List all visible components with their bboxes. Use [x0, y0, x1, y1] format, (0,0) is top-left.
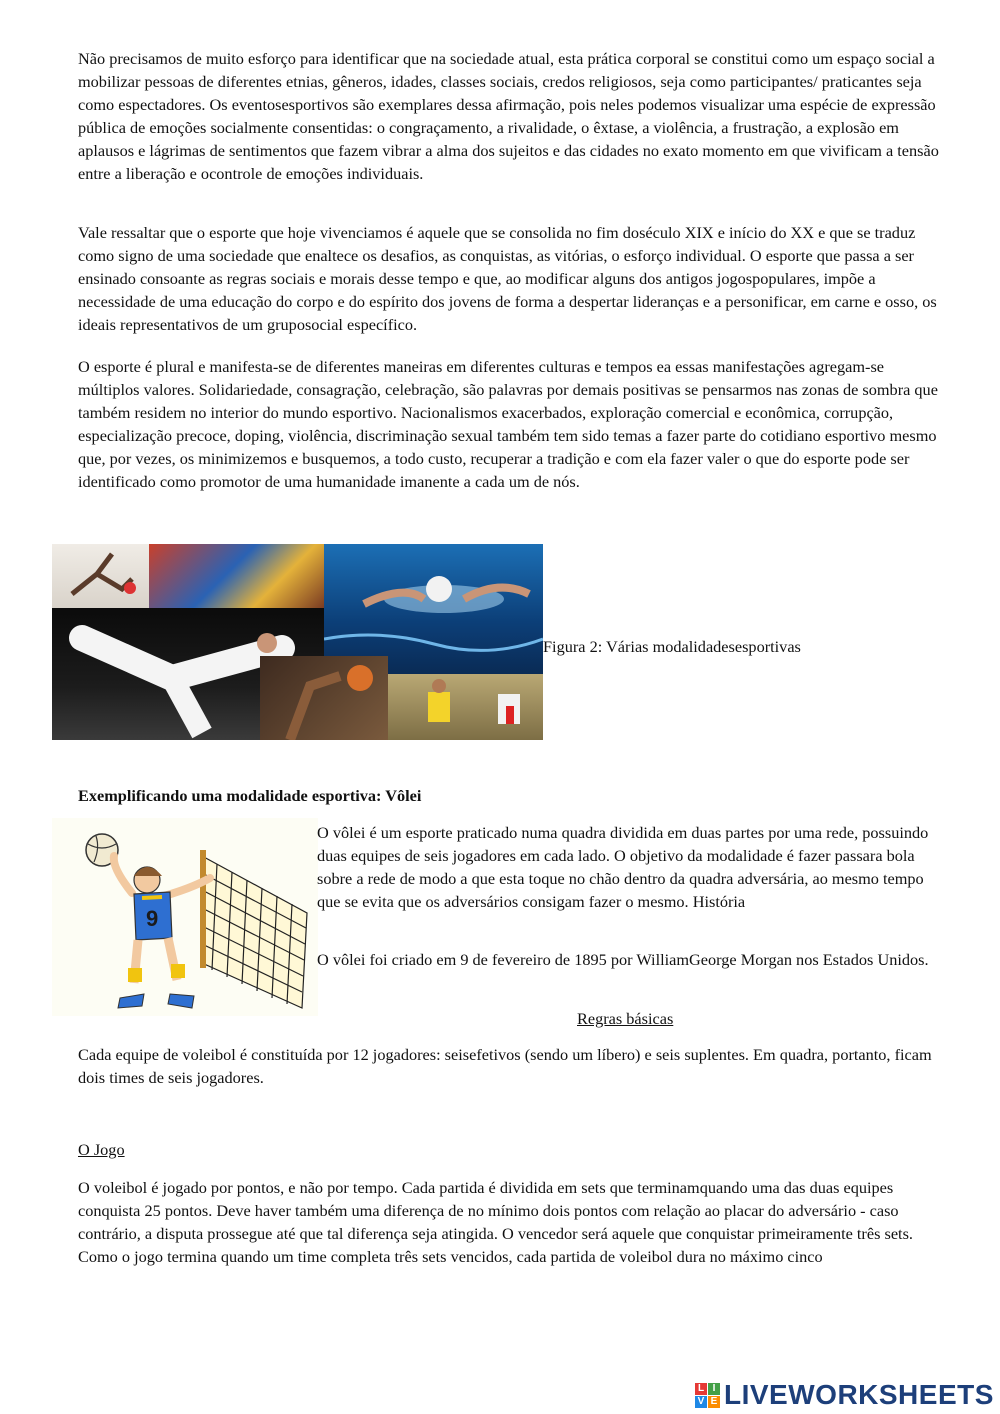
history-paragraph: Vale ressaltar que o esporte que hoje vivenciamos é aquele que se consolida no fim doséculo XIX e início do XX e que se traduz como signo de uma sociedade que enaltece os desafios, as conquistas, as vitórias, o esforço individual. O esporte que passa a ser ensinado consoante as regras sociais e morais desse tempo e que, ao modificar alguns dos antigos jogospopulares, impõe a necessidade de uma educação do corpo e do espírito dos jovens de forma a despertar lideranças e a personificar, em carne e osso, os ideais representativos de um gruposocial específico. [78, 223, 937, 334]
gymnastics-photo [52, 544, 149, 608]
liveworksheets-logo[interactable] [695, 1379, 994, 1411]
logo-badge-letter: L [695, 1383, 707, 1395]
volleyball-player-icon [52, 818, 318, 1016]
volleyball-players-icon [388, 674, 543, 740]
basketball-icon [260, 656, 388, 740]
volleyball-history: O vôlei foi criado em 9 de fevereiro de 1895 por WilliamGeorge Morgan nos Estados Unidos. [317, 950, 929, 969]
rules-title: Regras básicas [577, 1009, 674, 1028]
logo-badge-letter: V [695, 1396, 707, 1408]
basketball-photo [260, 656, 388, 740]
volleyball-photo [388, 674, 543, 740]
volleyball-illustration [52, 818, 318, 1016]
swimmer-figure-icon [324, 544, 543, 674]
section-heading: Exemplificando uma modalidade esportiva: Vôlei [78, 786, 422, 805]
rules-paragraph: Cada equipe de voleibol é constituída por 12 jogadores: seisefetivos (sendo um líbero) e seis suplentes. Em quadra, portanto, ficam dois times de seis jogadores. [78, 1045, 932, 1087]
game-title: O Jogo [78, 1140, 125, 1159]
jersey-number: 9 [146, 906, 159, 931]
swimming-photo [324, 544, 543, 674]
athletics-photo [149, 544, 324, 608]
logo-text: LIVEWORKSHEETS [724, 1379, 994, 1410]
game-paragraph: O voleibol é jogado por pontos, e não por tempo. Cada partida é dividida em sets que terminamquando uma das duas equipes conquista 25 pontos. Deve haver também uma diferença de no mínimo dois pontos com relação ao placar do adversário - caso contrário, a disputa prossegue até que tal diferença seja atingida. O vencedor será aquele que conquistar primeiramente três sets. Como o jogo termina quando um time completa três sets vencidos, cada partida de voleibol dura no máximo cinco [78, 1178, 913, 1266]
gymnast-figure-icon [52, 544, 149, 608]
volleyball-description: O vôlei é um esporte praticado numa quadra dividida em duas partes por uma rede, possuindo duas equipes de seis jogadores em cada lado. O objetivo da modalidade é fazer passara bola sobre a rede de modo a que esta toque no chão dentro da quadra adversária, ao mesmo tempo que se evita que os adversários consigam fazer o mesmo. História [317, 823, 929, 911]
figure-caption: Figura 2: Várias modalidadesesportivas [543, 637, 801, 656]
logo-badge-icon [695, 1383, 720, 1408]
logo-badge-letter: I [708, 1383, 720, 1395]
sports-collage-image [52, 544, 543, 740]
values-paragraph: O esporte é plural e manifesta-se de diferentes maneiras em diferentes culturas e tempos ea essas manifestações agregam-se múltiplos valores. Solidariedade, consagração, celebração, são palavras por demais positivas se pensarmos nas zonas de sombra que também residem no interior do mundo esportivo. Nacionalismos exacerbados, exploração comercial e econômica, corrupção, especialização precoce, doping, violência, discriminação sexual também tem sido temas a fazer parte do cotidiano esportivo mesmo que, por vezes, os minimizemos e busquemos, a todo custo, recuperar a tradição e com ela fazer valer o que do esporte pode ser identificado como promotor de uma humanidade imanente a cada um de nós. [78, 357, 938, 491]
intro-paragraph: Não precisamos de muito esforço para identificar que na sociedade atual, esta prática corporal se constitui como um espaço social a mobilizar pessoas de diferentes etnias, gêneros, idades, classes sociais, credos religiosos, seja como participantes/ praticantes seja como espectadores. Os eventosesportivos são exemplares dessa afirmação, pois neles podemos visualizar uma espécie de expressão pública de emoções socialmente consentidas: o congraçamento, a rivalidade, o êxtase, a violência, a frustração, a explosão em aplausos e lágrimas de sentimentos que fazem vibrar a alma dos sujeitos e das cidades no exato momento em que vivificam a tensão entre a liberação e ocontrole de emoções individuais. [78, 49, 939, 183]
logo-badge-letter: E [708, 1396, 720, 1408]
